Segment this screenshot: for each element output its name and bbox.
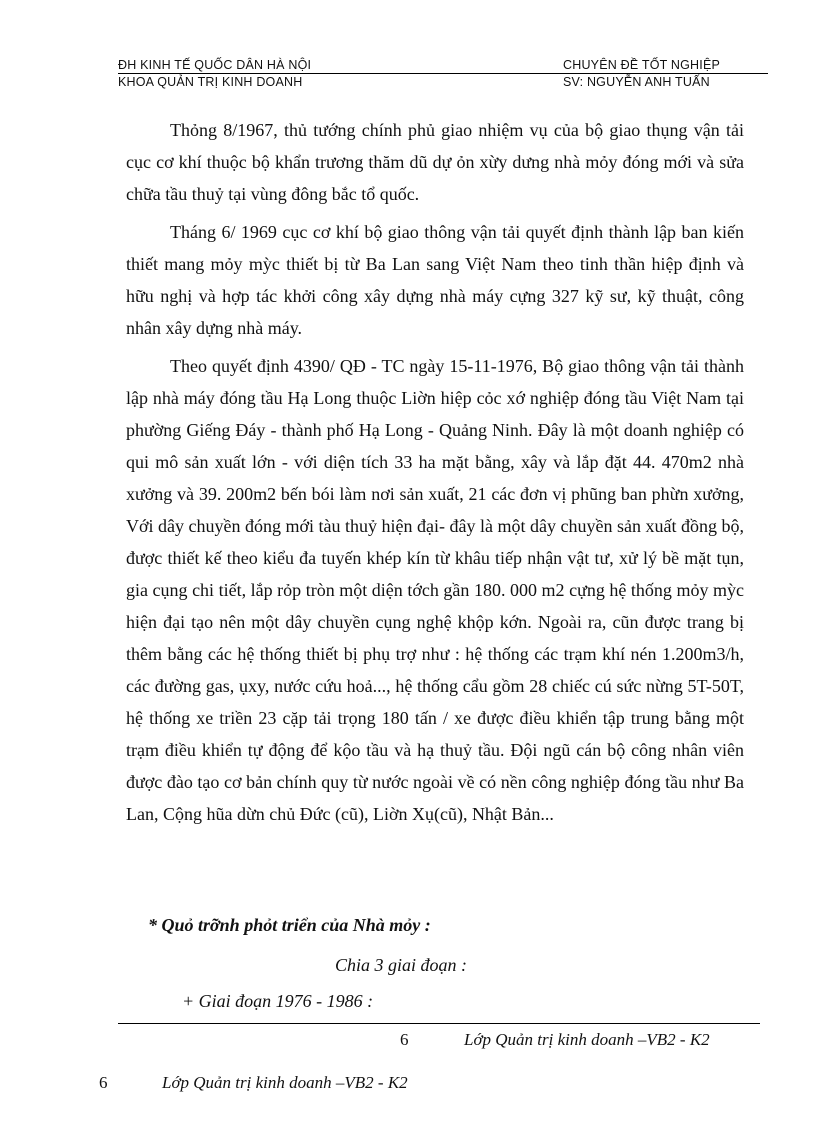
header-row-bottom: [118, 74, 768, 90]
footer-divider: [118, 1023, 760, 1024]
paragraph-1976: Theo quyết định 4390/ QĐ - TC ngày 15-11-1976, Bộ giao thông vận tải thành lập nhà máy đóng tầu Hạ Long thuộc Liờn hiệp cỏc xớ nghiệp đóng tầu Việt Nam tại phường Giếng Đáy - thành phố Hạ Long - Quảng Ninh. Đây là một doanh nghiệp có qui mô sản xuất lớn - với diện tích 33 ha mặt bằng, xây và lắp đặt 44. 470m2 nhà xưởng và 39. 200m2 bến bói làm nơi sản xuất, 21 các đơn vị phũng ban phừn xưởng, Với dây chuyền đóng mới tàu thuỷ hiện đại- đây là một dây chuyền sản xuất đồng bộ, được thiết kế theo kiểu đa tuyến khép kín từ khâu tiếp nhận vật tư, xử lý bề mặt tụn, gia cụng chi tiết, lắp rỏp tròn một diện tớch gần 180. 000 m2 cựng hệ thống mỏy mỳc hiện đại tạo nên một dây chuyền cụng nghệ khộp kớn. Ngoài ra, cũn được trang bị thêm bằng các hệ thống thiết bị phụ trợ như : hệ thống các trạm khí nén 1.200m3/h, các đường gas, ụxy, nước cứu hoả..., hệ thống cẩu gồm 28 chiếc cú sức nừng 5T-50T, hệ thống xe triền 23 cặp tải trọng 180 tấn / xe được điều khiển tập trung bằng một trạm điều khiển tự động để kộo tầu và hạ thuỷ tầu. Đội ngũ cán bộ công nhân viên được đào tạo cơ bản chính quy từ nước ngoài về có nền công nghiệp đóng tầu như Ba Lan, Cộng hũa dừn chủ Đức (cũ), Liờn Xụ(cũ), Nhật Bản...: [126, 356, 744, 824]
header-row-top: [118, 57, 768, 74]
student-name: SV: NGUYỄN ANH TUẤN: [563, 75, 710, 89]
page-header: [118, 57, 768, 90]
paragraph-1967: Thỏng 8/1967, thủ tướng chính phủ giao nhiệm vụ của bộ giao thụng vận tải cục cơ khí thuộc bộ khẩn trương thăm dũ dự ỏn xừy dưng nhà mỏy đóng mới và sửa chữa tầu thuỷ tại vùng đông bắc tổ quốc.: [126, 120, 744, 204]
footer-class-name: Lớp Quản trị kinh doanh –VB2 - K2: [464, 1030, 710, 1049]
section-heading: * Quỏ trỡnh phỏt triển của Nhà mỏy :: [148, 915, 431, 935]
paragraph-1969: Tháng 6/ 1969 cục cơ khí bộ giao thông vận tải quyết định thành lập ban kiến thiết mang mỏy mỳc thiết bị từ Ba Lan sang Việt Nam theo tinh thần hiệp định và hữu nghị và hợp tác khởi công xây dựng nhà máy cựng 327 kỹ sư, kỹ thuật, công nhân xây dựng nhà máy.: [126, 222, 744, 338]
university-name: ĐH KINH TẾ QUỐC DÂN HÀ NỘI: [118, 58, 312, 72]
footer-page-number: 6: [400, 1030, 409, 1049]
bottom-class-name: Lớp Quản trị kinh doanh –VB2 - K2: [162, 1073, 408, 1092]
faculty-name: KHOA QUẢN TRỊ KINH DOANH: [118, 75, 303, 89]
stage-note: Chia 3 giai đoạn :: [335, 955, 468, 975]
body-text: [126, 114, 744, 830]
document-type: CHUYÊN ĐỀ TỐT NGHIỆP: [563, 58, 721, 72]
bottom-page-number: 6: [99, 1073, 108, 1092]
stage-1976-1986: + Giai đoạn 1976 - 1986 :: [182, 991, 374, 1011]
